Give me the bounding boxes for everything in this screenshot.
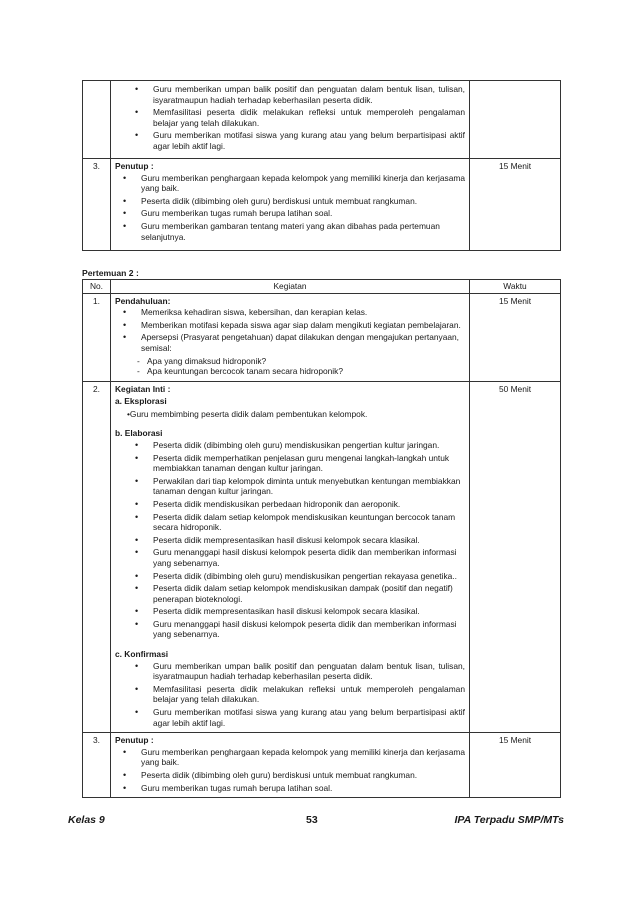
list-item: • Memfasilitasi peserta didik melakukan refleksi untuk memperoleh pengalaman belajar yang telah dilakukan. xyxy=(115,684,465,705)
list-item: • Perwakilan dari tiap kelompok diminta untuk menyebutkan kentungan membiakkan tanaman dengan kultur jaringan. xyxy=(115,476,465,497)
list-item: • Guru memberikan umpan balik positif dan penguatan dalam bentuk lisan, tulisan, isyaratmaupun hadiah terhadap keberhasilan peserta didik. xyxy=(115,661,465,682)
list-item: • Memfasilitasi peserta didik melakukan refleksi untuk memperoleh pengalaman belajar yang telah dilakukan. xyxy=(115,107,465,128)
table-row xyxy=(83,381,561,733)
row-number: 2. xyxy=(83,381,111,733)
column-header-waktu: Waktu xyxy=(470,280,561,294)
section-title: Pendahuluan: xyxy=(115,295,171,306)
question-list xyxy=(115,356,465,377)
list-item: • Peserta didik (dibimbing oleh guru) mendiskusikan pengertian rekayasa genetika.. xyxy=(115,571,465,582)
penutup-list xyxy=(115,173,465,243)
duration-cell: 15 Menit xyxy=(470,159,561,251)
continuation-list xyxy=(115,84,465,152)
list-item: • Guru memberikan gambaran tentang materi yang akan dibahas pada pertemuan selanjutnya. xyxy=(115,221,465,242)
list-item: • Guru memberikan penghargaan kepada kelompok yang memiliki kinerja dan kerjasama yang baik. xyxy=(115,747,465,768)
table-row xyxy=(83,733,561,798)
list-item: - Apa keuntungan bercocok tanam secara hidroponik? xyxy=(129,366,465,377)
meeting-heading: Pertemuan 2 : xyxy=(82,268,139,278)
list-item: • Peserta didik mempresentasikan hasil diskusi kelompok secara klasikal. xyxy=(115,535,465,546)
list-item: • Guru menanggapi hasil diskusi kelompok peserta didik dan memberikan informasi yang sebenarnya. xyxy=(115,619,465,640)
list-item: • Memeriksa kehadiran siswa, kebersihan, dan kerapian kelas. xyxy=(115,307,465,318)
list-item: • Peserta didik mempresentasikan hasil diskusi kelompok secara klasikal. xyxy=(115,606,465,617)
list-item: • Guru memberikan motifasi siswa yang kurang atau yang belum berpartisipasi aktif agar lebih aktif lagi. xyxy=(115,130,465,151)
elaborasi-list xyxy=(115,440,465,640)
list-item: • Peserta didik memperhatikan penjelasan guru mengenai langkah-langkah untuk membiakkan tanaman dengan kultur jaringan. xyxy=(115,453,465,474)
list-item: • Guru memberikan umpan balik positif dan penguatan dalam bentuk lisan, tulisan, isyaratmaupun hadiah terhadap keberhasilan peserta didik. xyxy=(115,84,465,105)
column-header-no: No. xyxy=(83,280,111,294)
table-header-row xyxy=(83,280,561,294)
duration-cell: 50 Menit xyxy=(470,381,561,733)
top-activity-table xyxy=(82,80,561,251)
list-item: • Guru memberikan tugas rumah berupa latihan soal. xyxy=(115,208,465,219)
row-number: 3. xyxy=(83,159,111,251)
list-item: • Guru menanggapi hasil diskusi kelompok peserta didik dan memberikan informasi yang sebenarnya. xyxy=(115,547,465,568)
meeting-2-table xyxy=(82,279,561,798)
row-number: 3. xyxy=(83,733,111,798)
eksplorasi-item: •Guru membimbing peserta didik dalam pembentukan kelompok. xyxy=(127,408,368,419)
list-item: • Guru memberikan penghargaan kepada kelompok yang memiliki kinerja dan kerjasama yang baik. xyxy=(115,173,465,194)
penutup-list xyxy=(115,747,465,793)
list-item: • Apersepsi (Prasyarat pengetahuan) dapat dilakukan dengan mengajukan pertanyaan, semisal: xyxy=(115,332,465,353)
table-row xyxy=(83,159,561,251)
table-row xyxy=(83,81,561,159)
list-item: • Guru memberikan motifasi siswa yang kurang atau yang belum berpartisipasi aktif agar lebih aktif lagi. xyxy=(115,707,465,728)
table-row xyxy=(83,293,561,381)
list-item: • Peserta didik (dibimbing oleh guru) mendiskusikan pengertian kultur jaringan. xyxy=(115,440,465,451)
list-item: • Peserta didik mendiskusikan perbedaan hidroponik dan aeroponik. xyxy=(115,499,465,510)
footer-subject-label: IPA Terpadu SMP/MTs xyxy=(454,814,564,826)
list-item: • Memberikan motifasi kepada siswa agar siap dalam mengikuti kegiatan pembelajaran. xyxy=(115,320,465,331)
subsection-elaborasi: b. Elaborasi xyxy=(115,428,163,439)
section-title: Penutup : xyxy=(115,735,154,746)
list-item: • Peserta didik (dibimbing oleh guru) berdiskusi untuk membuat rangkuman. xyxy=(115,196,465,207)
section-title: Kegiatan Inti : xyxy=(115,383,171,394)
subsection-eksplorasi: a. Eksplorasi xyxy=(115,396,167,407)
list-item: • Peserta didik dalam setiap kelompok mendiskusikan dampak (positif dan negatif) penerapan bioteknologi. xyxy=(115,583,465,604)
subsection-konfirmasi: c. Konfirmasi xyxy=(115,649,169,660)
duration-cell: 15 Menit xyxy=(470,293,561,381)
column-header-kegiatan: Kegiatan xyxy=(111,280,470,294)
list-item: • Peserta didik (dibimbing oleh guru) berdiskusi untuk membuat rangkuman. xyxy=(115,770,465,781)
page-number: 53 xyxy=(306,814,318,826)
list-item: • Peserta didik dalam setiap kelompok mendiskusikan keuntungan bercocok tanam secara hidroponik. xyxy=(115,512,465,533)
footer-class-label: Kelas 9 xyxy=(68,814,105,826)
list-item: - Apa yang dimaksud hidroponik? xyxy=(129,356,465,367)
list-item: • Guru memberikan tugas rumah berupa latihan soal. xyxy=(115,783,465,794)
pendahuluan-list xyxy=(115,307,465,353)
duration-cell: 15 Menit xyxy=(470,733,561,798)
konfirmasi-list xyxy=(115,661,465,729)
section-title: Penutup : xyxy=(115,161,154,171)
row-number: 1. xyxy=(83,293,111,381)
